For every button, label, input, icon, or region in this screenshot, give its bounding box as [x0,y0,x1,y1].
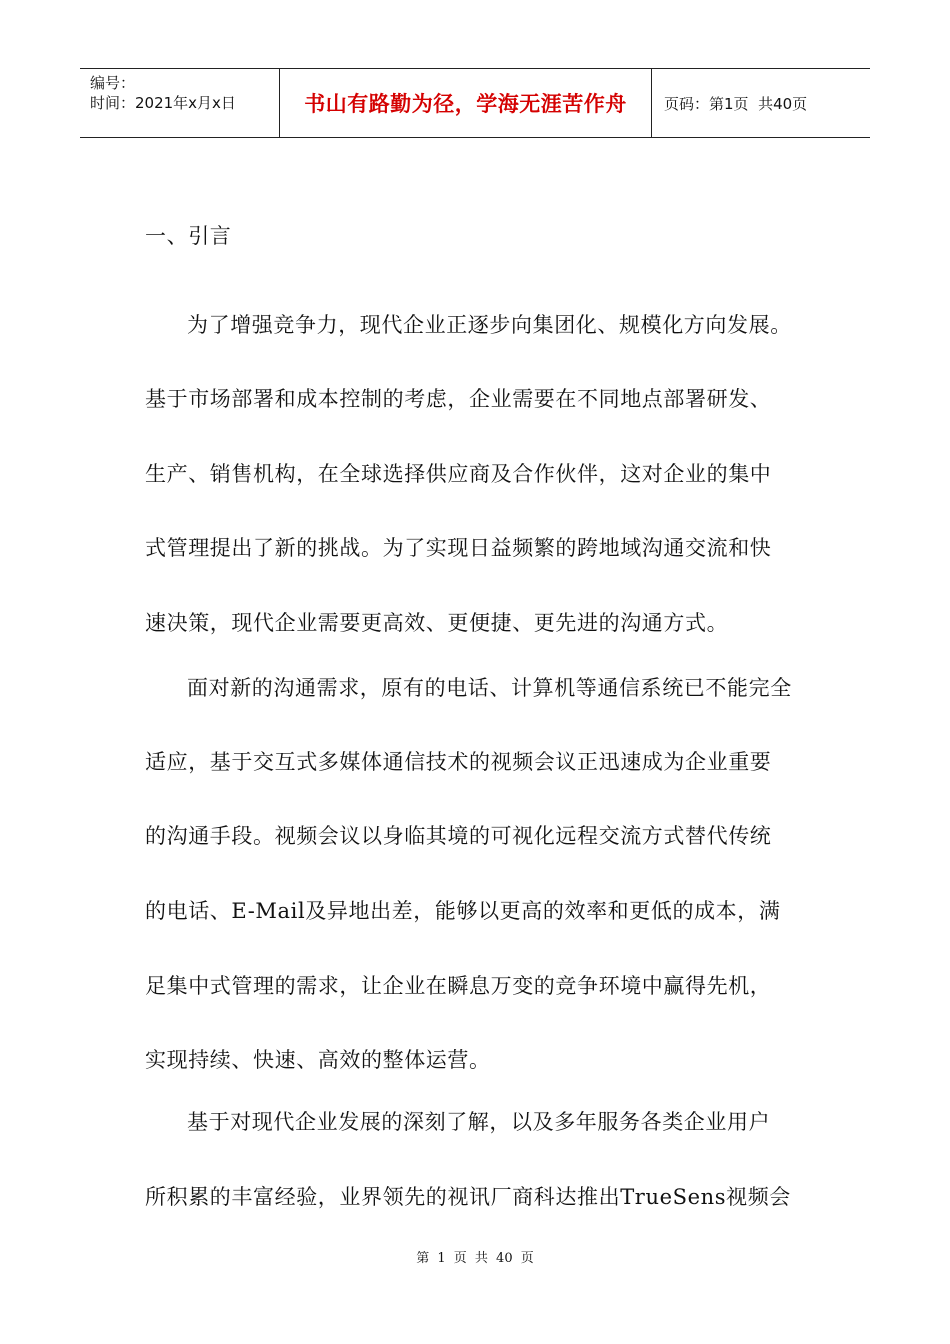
paragraph-line: 实现持续、快速、高效的整体运营。 [145,1048,491,1072]
section-title: 一、引言 [145,224,232,248]
paragraph-line: 基于对现代企业发展的深刻了解，以及多年服务各类企业用户 [187,1110,771,1134]
paragraph-line: 为了增强竞争力，现代企业正逐步向集团化、规模化方向发展。 [187,313,792,337]
header-slogan: 书山有路勤为径，学海无涯苦作舟 [280,69,652,137]
header-meta [80,69,280,137]
header-page-code [652,69,870,137]
paragraph-line: 的电话、E-Mail及异地出差，能够以更高的效率和更低的成本，满 [145,899,781,923]
header-page-code-text: 页码：第1页 共40页 [664,94,808,113]
document-header [80,68,870,138]
paragraph-line: 速决策，现代企业需要更高效、更便捷、更先进的沟通方式。 [145,611,729,635]
paragraph-line: 式管理提出了新的挑战。为了实现日益频繁的跨地域沟通交流和快 [145,536,772,560]
page-footer: 第 1 页 共 40 页 [416,1251,534,1266]
paragraph-line: 足集中式管理的需求，让企业在瞬息万变的竞争环境中赢得先机， [145,974,772,998]
paragraph-line: 基于市场部署和成本控制的考虑，企业需要在不同地点部署研发、 [145,387,772,411]
paragraph-line: 面对新的沟通需求，原有的电话、计算机等通信系统已不能完全 [187,676,792,700]
paragraph-line: 适应，基于交互式多媒体通信技术的视频会议正迅速成为企业重要 [145,750,772,774]
paragraph-line: 生产、销售机构，在全球选择供应商及合作伙伴，这对企业的集中 [145,462,772,486]
paragraph-line: 所积累的丰富经验，业界领先的视讯厂商科达推出TrueSens视频会 [145,1185,791,1209]
paragraph-line: 的沟通手段。视频会议以身临其境的可视化远程交流方式替代传统 [145,824,772,848]
header-time: 时间：2021年x月x日 [90,94,236,112]
header-number: 编号： [90,74,136,92]
